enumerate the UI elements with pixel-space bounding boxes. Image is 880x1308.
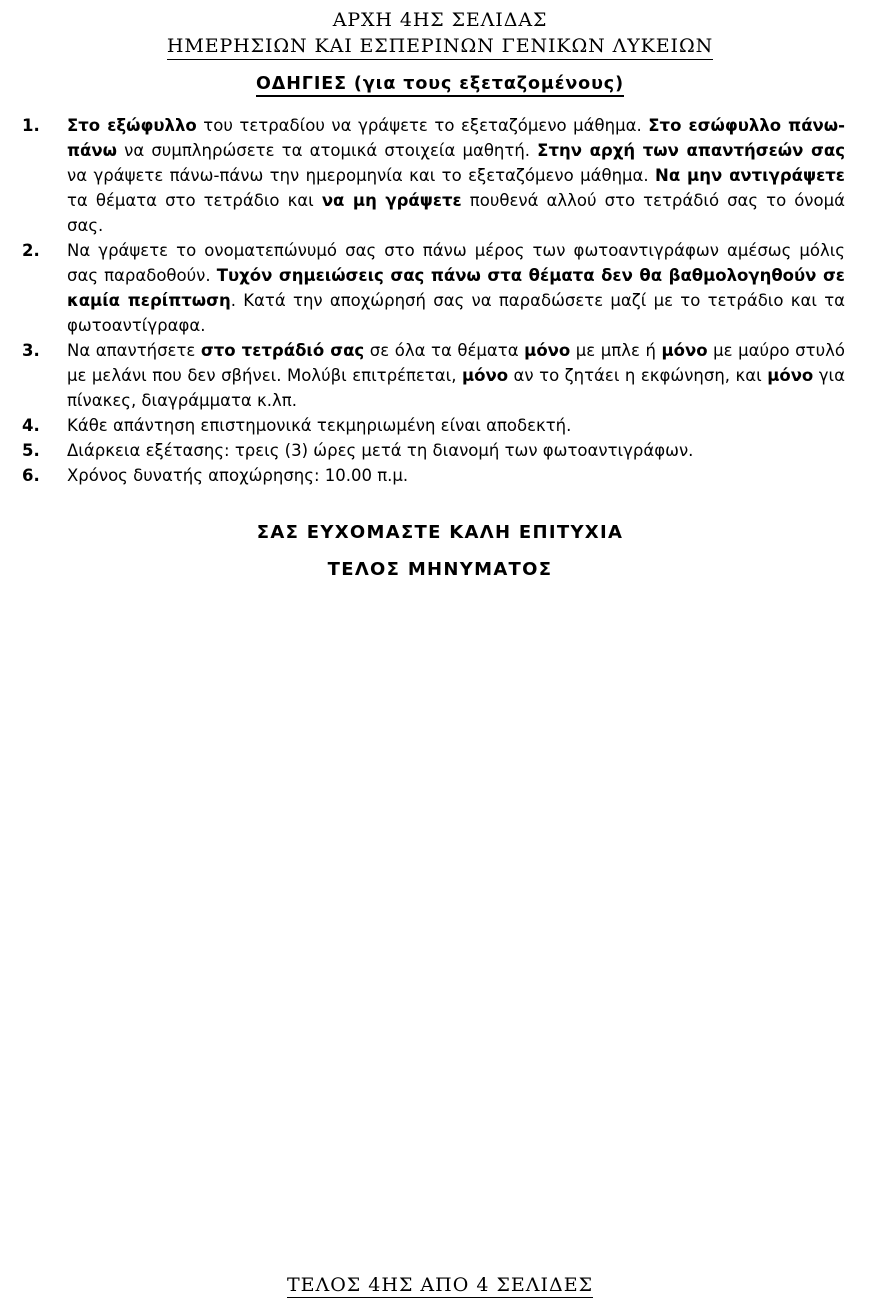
instruction-text-emphasis: στο τετράδιό σας [200, 341, 365, 360]
end-of-message: ΤΕΛΟΣ ΜΗΝΥΜΑΤΟΣ [327, 559, 553, 580]
instruction-text-segment: με μπλε ή [570, 341, 662, 360]
instruction-text-segment: Να γράψετε το ονοματεπώνυμό σας στο πάνω μέρος των φωτοαντιγράφων αμέσως μόλις σας παραδοθούν. [67, 241, 845, 285]
instruction-text-segment: τα θέματα στο τετράδιο και [67, 191, 322, 210]
instructions-title-wrap [0, 74, 880, 97]
instruction-item [0, 438, 845, 463]
instruction-text-segment: αν το ζητάει η εκφώνηση, και [508, 366, 768, 385]
instruction-text-segment: του τετραδίου να γράψετε το εξεταζόμενο μάθημα. [196, 116, 649, 135]
closing-block [0, 514, 880, 588]
instruction-text-emphasis: μόνο [524, 341, 571, 360]
instruction-text-emphasis: Να μην αντιγράψετε [655, 166, 845, 185]
header-page-marker: ΑΡΧΗ 4ΗΣ ΣΕΛΙΔΑΣ [332, 9, 548, 31]
instruction-text-segment: πουθενά αλλού στο τετράδιό σας το όνομά σας. [67, 191, 845, 235]
header-school-type: ΗΜΕΡΗΣΙΩΝ ΚΑΙ ΕΣΠΕΡΙΝΩΝ ΓΕΝΙΚΩΝ ΛΥΚΕΙΩΝ [167, 34, 713, 60]
instruction-text-emphasis: Στο εσώφυλλο πάνω-πάνω [67, 116, 845, 160]
good-luck-message: ΣΑΣ ΕΥΧΟΜΑΣΤΕ ΚΑΛΗ ΕΠΙΤΥΧΙΑ [256, 522, 624, 543]
instruction-text-emphasis: μόνο [661, 341, 708, 360]
instruction-item [0, 463, 845, 488]
instructions-list [0, 113, 880, 488]
instruction-text-segment: να συμπληρώσετε τα ατομικά στοιχεία μαθητή. [116, 141, 538, 160]
instruction-text-segment: Να απαντήσετε [67, 341, 201, 360]
instruction-number: 5. [22, 441, 40, 460]
footer-page-marker: ΤΕΛΟΣ 4ΗΣ ΑΠΟ 4 ΣΕΛΙΔΕΣ [286, 1274, 594, 1296]
instruction-text-segment: Διάρκεια εξέτασης: τρεις (3) ώρες μετά τη διανομή των φωτοαντιγράφων. [67, 441, 694, 460]
instruction-text [67, 463, 845, 488]
instruction-text-segment: σε όλα τα θέματα [364, 341, 525, 360]
instruction-number: 3. [22, 341, 40, 360]
instruction-number: 2. [22, 241, 40, 260]
instruction-text-emphasis: μόνο [461, 366, 509, 385]
instruction-text-emphasis: μόνο [767, 366, 814, 385]
instruction-text-segment: με μαύρο στυλό με μελάνι που δεν σβήνει. Μολύβι επιτρέπεται, [67, 341, 845, 385]
page-header [0, 0, 880, 60]
instruction-item [0, 413, 845, 438]
instructions-title: ΟΔΗΓΙΕΣ (για τους εξεταζομένους) [256, 74, 624, 97]
instruction-text [67, 238, 845, 338]
instruction-text [67, 113, 845, 238]
instruction-text-segment: Χρόνος δυνατής αποχώρησης: 10.00 π.μ. [67, 466, 409, 485]
instruction-text [67, 413, 845, 438]
instruction-text-segment: . Κατά την αποχώρησή σας να παραδώσετε μαζί με το τετράδιο και τα φωτοαντίγραφα. [67, 291, 845, 335]
instruction-text [67, 338, 845, 413]
instruction-text-emphasis: Στο εξώφυλλο [67, 116, 197, 135]
page-footer [0, 1274, 880, 1298]
instruction-number: 1. [22, 116, 40, 135]
instruction-text-segment: για πίνακες, διαγράμματα κ.λπ. [67, 366, 846, 410]
instruction-text-emphasis: να μη γράψετε [321, 191, 462, 210]
instruction-text-emphasis: Τυχόν σημειώσεις σας πάνω στα θέματα δεν θα βαθμολογηθούν σε καμία περίπτωση [67, 266, 845, 310]
instruction-text-segment: να γράψετε πάνω-πάνω την ημερομηνία και το εξεταζόμενο μάθημα. [67, 166, 656, 185]
instruction-text-segment: Κάθε απάντηση επιστημονικά τεκμηριωμένη είναι αποδεκτή. [67, 416, 572, 435]
instruction-number: 4. [22, 416, 40, 435]
instruction-text [67, 438, 845, 463]
instruction-number: 6. [22, 466, 40, 485]
instruction-item [0, 113, 845, 238]
instruction-item [0, 238, 845, 338]
instruction-item [0, 338, 845, 413]
instruction-text-emphasis: Στην αρχή των απαντήσεών σας [537, 141, 845, 160]
